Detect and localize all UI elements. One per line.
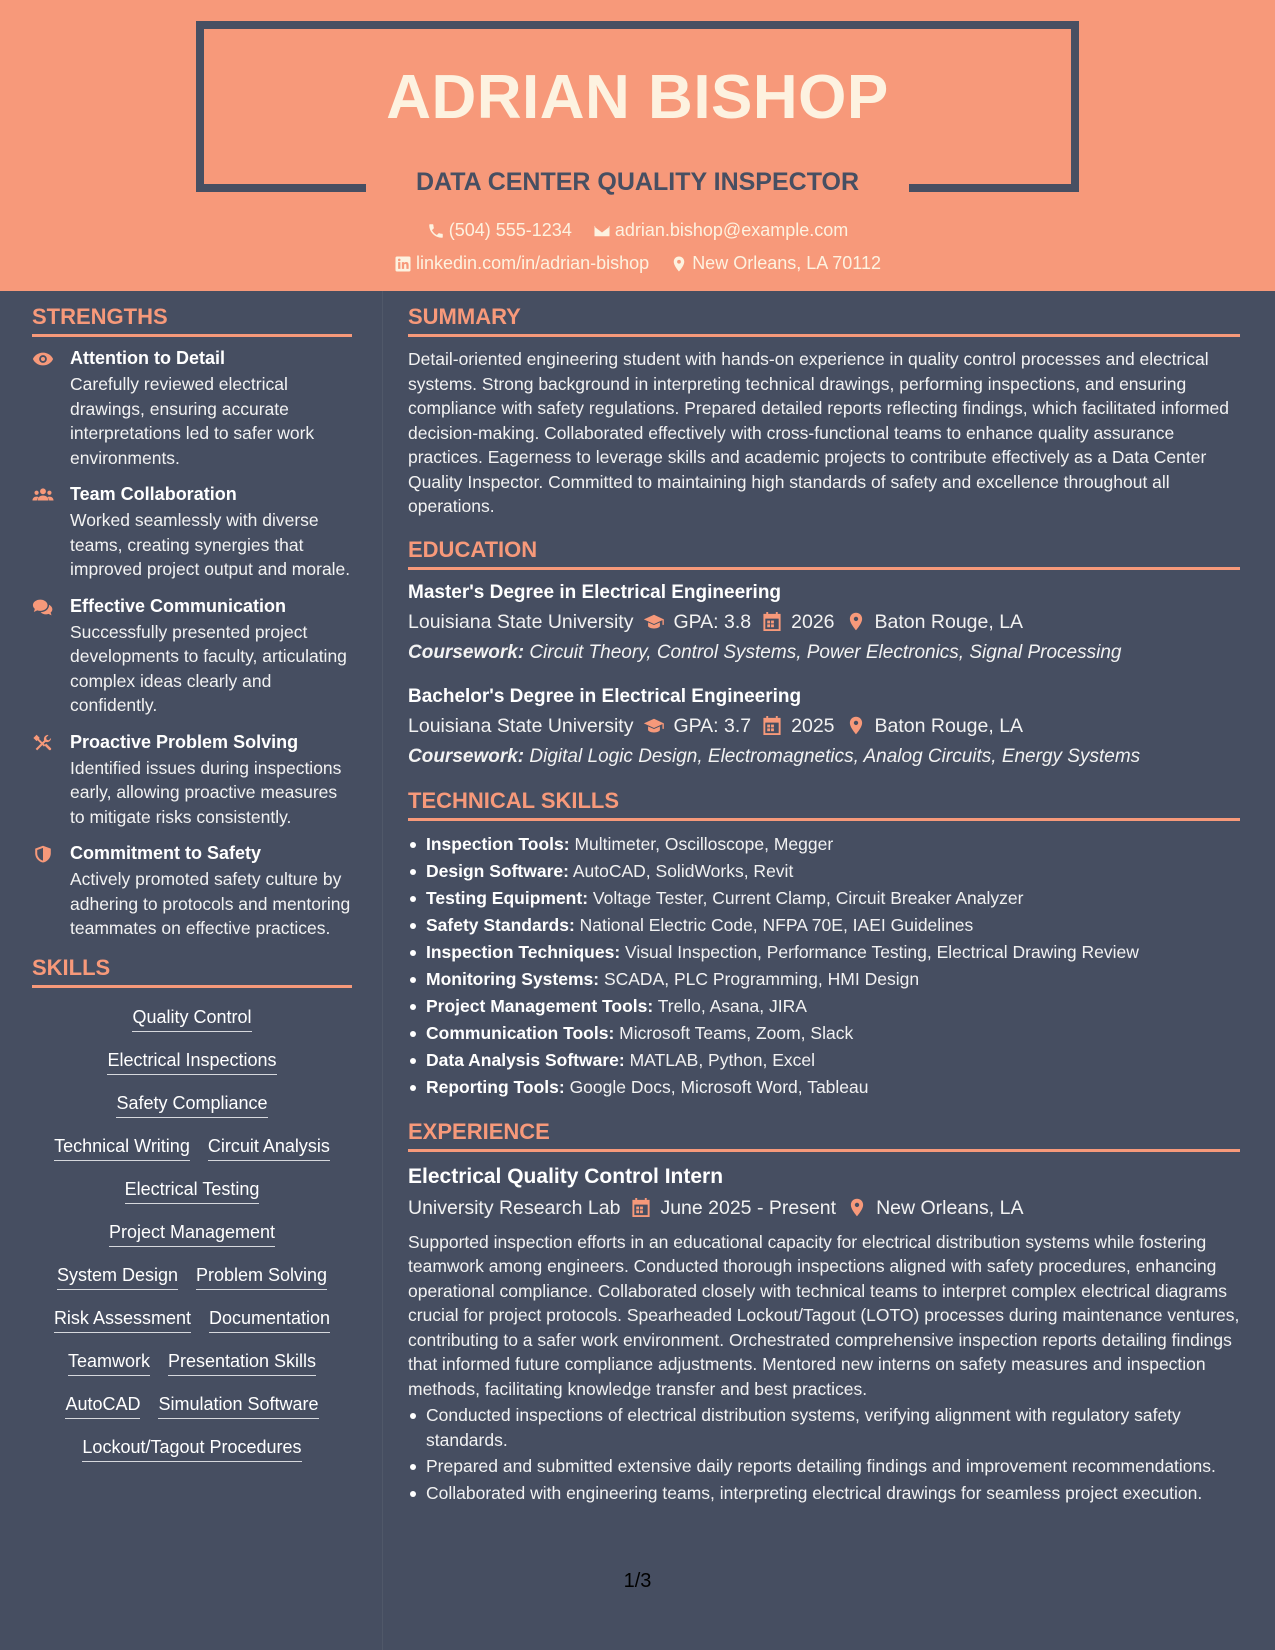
gpa: GPA: 3.8 <box>673 610 752 633</box>
page-indicator: 1/3 <box>623 1570 652 1592</box>
strength-title: Effective Communication <box>70 595 287 616</box>
coursework-list: Digital Logic Design, Electromagnetics, Analog Circuits, Energy Systems <box>529 745 1141 767</box>
tools-icon <box>32 733 54 753</box>
skill-values: Trello, Asana, JIRA <box>657 995 807 1016</box>
skill-chip: Simulation Software <box>158 1393 318 1419</box>
list-item <box>408 939 1240 966</box>
degree-title: Master's Degree in Electrical Engineering <box>408 581 782 603</box>
gpa: GPA: 3.7 <box>673 714 752 737</box>
calendar-icon <box>630 1197 652 1218</box>
experience-entry <box>408 1162 1240 1506</box>
resume-header <box>0 0 1275 291</box>
skill-category: Data Analysis Software: <box>426 1049 625 1070</box>
skill-chip: Circuit Analysis <box>208 1135 330 1161</box>
list-item <box>408 1074 1240 1101</box>
skill-chip: Electrical Inspections <box>107 1049 276 1075</box>
strength-title: Team Collaboration <box>70 484 237 504</box>
email-address: adrian.bishop@example.com <box>614 220 849 240</box>
skill-chip: Documentation <box>209 1307 330 1333</box>
employment-dates: June 2025 - Present <box>660 1196 837 1219</box>
experience-meta <box>408 1192 1240 1224</box>
map-marker-icon <box>845 611 867 632</box>
strength-item <box>32 595 352 718</box>
candidate-name: ADRIAN BISHOP <box>386 63 889 132</box>
skills-list <box>32 1004 352 1462</box>
skill-category: Safety Standards: <box>426 914 575 935</box>
skill-chip: Project Management <box>109 1221 275 1247</box>
list-item <box>408 885 1240 912</box>
location-contact <box>670 253 881 274</box>
skill-chip: Quality Control <box>132 1006 251 1032</box>
experience-description: Supported inspection efforts in an educational capacity for electrical distribution systems while fostering teamwork among engineers. Conducted thorough inspections aligned with safety procedures, enhancing operational compliance. Collaborated closely with technical teams to interpret complex electrical diagrams crucial for project protocols. Spearheaded Lockout/Tagout (LOTO) processes during maintenance ventures, contributing to a safer work environment. Orchestrated comprehensive inspection reports detailing findings that informed future compliance adjustments. Mentored new interns on safety measures and inspection methods, facilitating knowledge transfer and best practices. <box>408 1231 1240 1399</box>
skill-chip: Risk Assessment <box>54 1307 191 1333</box>
role-title: Electrical Quality Control Intern <box>408 1164 724 1188</box>
list-item: Prepared and submitted extensive daily reports detailing findings and improvement recommendations. <box>408 1454 1240 1479</box>
phone-number: (504) 555-1234 <box>448 220 572 240</box>
phone-contact[interactable] <box>427 220 572 241</box>
left-column <box>32 304 352 1479</box>
technical-skills-list <box>408 831 1240 1101</box>
skill-chip: Problem Solving <box>196 1264 327 1290</box>
graduation-cap-icon <box>643 715 665 736</box>
skill-chip: Presentation Skills <box>168 1350 316 1376</box>
skill-values: National Electric Code, NFPA 70E, IAEI Guidelines <box>579 914 974 935</box>
strength-title: Proactive Problem Solving <box>70 731 299 752</box>
email-contact[interactable] <box>593 220 848 241</box>
column-divider <box>382 291 383 1650</box>
list-item <box>408 912 1240 939</box>
phone-icon <box>427 222 445 240</box>
school-location: Baton Rouge, LA <box>874 714 1024 737</box>
coursework-label: Coursework: <box>408 641 525 663</box>
right-column <box>408 304 1240 1523</box>
shield-icon <box>32 844 54 864</box>
strength-title: Attention to Detail <box>70 348 225 368</box>
school-location: Baton Rouge, LA <box>874 610 1024 633</box>
skill-values: MATLAB, Python, Excel <box>629 1049 816 1070</box>
education-entry <box>408 580 1240 668</box>
strength-item <box>32 731 352 830</box>
education-entry <box>408 684 1240 772</box>
school-name: Louisiana State University <box>408 610 634 633</box>
skill-values: Voltage Tester, Current Clamp, Circuit Breaker Analyzer <box>592 887 1024 908</box>
coursework-list: Circuit Theory, Control Systems, Power Electronics, Signal Processing <box>529 641 1122 663</box>
skill-chip: Teamwork <box>68 1350 150 1376</box>
map-marker-icon <box>846 1197 868 1218</box>
contact-row-1 <box>0 220 1275 245</box>
strength-text: Worked seamlessly with diverse teams, creating synergies that improved project output and morale. <box>70 510 351 579</box>
coursework-label: Coursework: <box>408 745 525 767</box>
experience-heading: EXPERIENCE <box>408 1119 1240 1152</box>
strength-item <box>32 483 352 582</box>
skill-chip: Electrical Testing <box>125 1178 260 1204</box>
degree-title: Bachelor's Degree in Electrical Engineering <box>408 685 802 707</box>
school-name: Louisiana State University <box>408 714 634 737</box>
education-meta <box>408 710 1240 742</box>
skill-values: Microsoft Teams, Zoom, Slack <box>619 1022 854 1043</box>
skill-category: Design Software: <box>426 860 569 881</box>
job-title: DATA CENTER QUALITY INSPECTOR <box>415 168 860 196</box>
summary-heading: SUMMARY <box>408 304 1240 337</box>
list-item <box>408 858 1240 885</box>
skill-category: Project Management Tools: <box>426 995 654 1016</box>
location-text: New Orleans, LA 70112 <box>692 253 881 273</box>
map-marker-icon <box>845 715 867 736</box>
skill-category: Monitoring Systems: <box>426 968 600 989</box>
eye-icon <box>32 349 54 369</box>
strength-item <box>32 347 352 470</box>
skill-values: Google Docs, Microsoft Word, Tableau <box>569 1076 869 1097</box>
list-item <box>408 1047 1240 1074</box>
envelope-icon <box>593 222 611 240</box>
skill-category: Reporting Tools: <box>426 1076 565 1097</box>
graduation-year: 2025 <box>791 714 835 737</box>
linkedin-icon <box>394 255 412 273</box>
skills-heading: SKILLS <box>32 955 352 988</box>
skill-values: AutoCAD, SolidWorks, Revit <box>572 860 794 881</box>
list-item: Collaborated with engineering teams, interpreting electrical drawings for seamless project execution. <box>408 1481 1240 1506</box>
skill-chip: AutoCAD <box>65 1393 140 1419</box>
linkedin-contact[interactable] <box>394 253 649 274</box>
strength-text: Successfully presented project developments to faculty, articulating complex ideas clearly and confidently. <box>70 621 347 715</box>
experience-bullets <box>408 1403 1240 1505</box>
technical-skills-heading: TECHNICAL SKILLS <box>408 788 1240 821</box>
graduation-year: 2026 <box>791 610 835 633</box>
summary-text: Detail-oriented engineering student with hands-on experience in quality control processes and electrical systems. Strong background in interpreting technical drawings, performing inspections, and ensuring compliance with safety regulations. Prepared detailed reports reflecting findings, which facilitated informed decision-making. Collaborated effectively with cross-functional teams to enhance quality assurance practices. Eagerness to leverage skills and academic projects to contribute effectively as a Data Center Quality Inspector. Committed to maintaining high standards of safety and excellence throughout all operations. <box>408 349 1229 516</box>
skill-values: Multimeter, Oscilloscope, Megger <box>574 833 834 854</box>
calendar-icon <box>761 715 783 736</box>
list-item <box>408 993 1240 1020</box>
skill-values: Visual Inspection, Performance Testing, Electrical Drawing Review <box>625 941 1139 962</box>
strengths-heading: STRENGTHS <box>32 304 352 337</box>
skill-category: Inspection Techniques: <box>426 941 621 962</box>
comments-icon <box>32 597 54 617</box>
contact-row-2 <box>0 253 1275 278</box>
skill-chip: Technical Writing <box>54 1135 190 1161</box>
skill-chip: System Design <box>57 1264 178 1290</box>
skill-category: Communication Tools: <box>426 1022 615 1043</box>
coursework <box>408 638 1240 668</box>
skill-values: SCADA, PLC Programming, HMI Design <box>603 968 920 989</box>
skill-chip: Safety Compliance <box>116 1092 267 1118</box>
skill-category: Testing Equipment: <box>426 887 589 908</box>
strength-text: Actively promoted safety culture by adhering to protocols and mentoring teammates on effective practices. <box>70 869 351 938</box>
strength-title: Commitment to Safety <box>70 843 262 863</box>
skill-chip: Lockout/Tagout Procedures <box>82 1436 301 1462</box>
education-meta <box>408 606 1240 638</box>
linkedin-url: linkedin.com/in/adrian-bishop <box>416 253 650 273</box>
organization: University Research Lab <box>408 1196 621 1219</box>
strength-text: Carefully reviewed electrical drawings, ensuring accurate interpretations led to safer work environments. <box>70 374 315 468</box>
skill-category: Inspection Tools: <box>426 833 570 854</box>
coursework <box>408 742 1240 772</box>
education-heading: EDUCATION <box>408 537 1240 570</box>
list-item <box>408 831 1240 858</box>
users-icon <box>32 485 54 505</box>
map-marker-icon <box>670 255 688 273</box>
strength-item <box>32 842 352 941</box>
job-location: New Orleans, LA <box>876 1196 1024 1219</box>
calendar-icon <box>761 611 783 632</box>
list-item <box>408 966 1240 993</box>
list-item <box>408 1020 1240 1047</box>
list-item: Conducted inspections of electrical distribution systems, verifying alignment with regulatory safety standards. <box>408 1403 1240 1452</box>
strength-text: Identified issues during inspections early, allowing proactive measures to mitigate risks consistently. <box>70 757 342 827</box>
graduation-cap-icon <box>643 611 665 632</box>
